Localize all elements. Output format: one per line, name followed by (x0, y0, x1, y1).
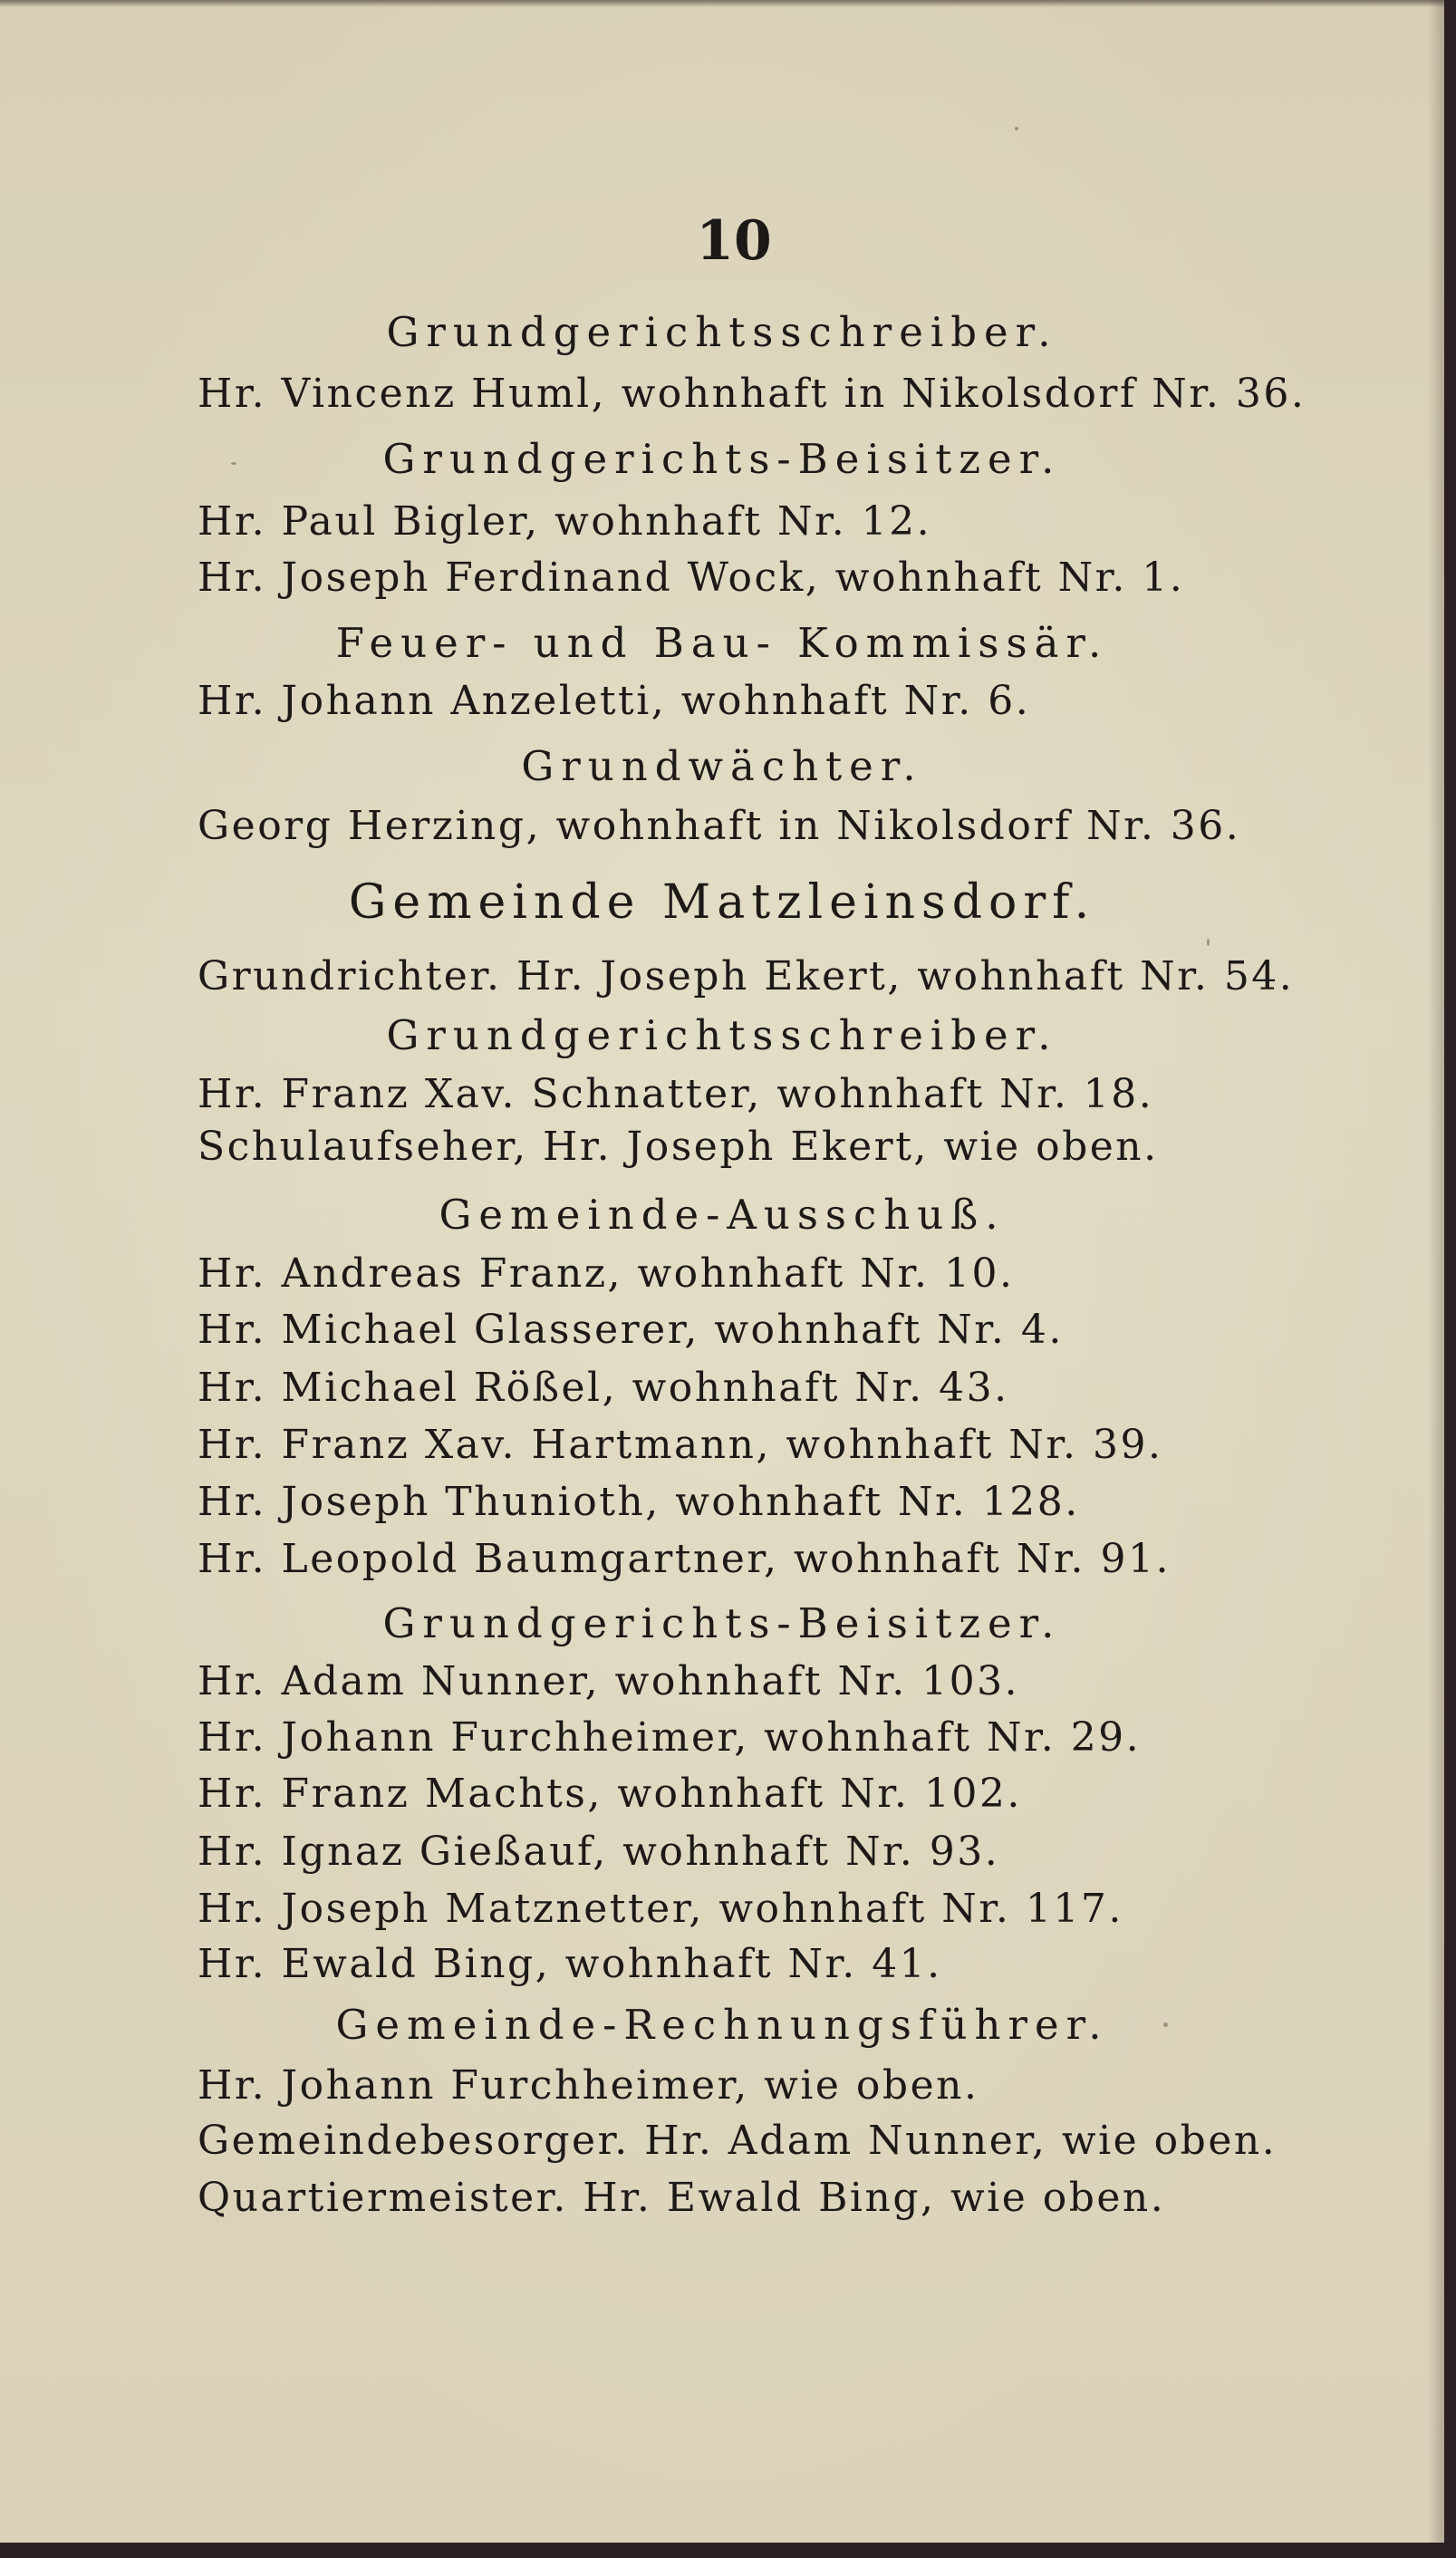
entry-line: Hr. Ignaz Gießauf, wohnhaft Nr. 93. (198, 1829, 1000, 1875)
entry-line: Hr. Johann Furchheimer, wie oben. (198, 2062, 979, 2109)
paper-speck (231, 462, 236, 465)
entry-line: Hr. Joseph Matznetter, wohnhaft Nr. 117. (198, 1886, 1123, 1932)
paper-speck (1207, 939, 1210, 946)
entry-line: Hr. Johann Anzeletti, wohnhaft Nr. 6. (198, 678, 1031, 724)
heading-grundgerichts-beisitzer: Grundgerichts-Beisitzer. (382, 1599, 1062, 1647)
entry-line: Hr. Johann Furchheimer, wohnhaft Nr. 29. (198, 1714, 1142, 1761)
heading-feuer-bau-kommissaer: Feuer- und Bau- Kommissär. (335, 619, 1109, 667)
entry-line: Georg Herzing, wohnhaft in Nikolsdorf Nr. 36. (198, 803, 1241, 849)
entry-line: Gemeindebesorger. Hr. Adam Nunner, wie oben. (198, 2118, 1278, 2164)
heading-grundgerichtsschreiber: Grundgerichtsschreiber. (386, 308, 1058, 356)
page-top-edge (0, 0, 1444, 7)
entry-line: Hr. Adam Nunner, wohnhaft Nr. 103. (198, 1658, 1020, 1704)
page-number: 10 (696, 209, 772, 273)
entry-line: Hr. Joseph Ferdinand Wock, wohnhaft Nr. 1. (198, 555, 1185, 601)
entry-line: Hr. Paul Bigler, wohnhaft Nr. 12. (198, 498, 932, 545)
heading-gemeinde-ausschuss: Gemeinde-Ausschuß. (439, 1191, 1006, 1239)
entry-line: Hr. Franz Machts, wohnhaft Nr. 102. (198, 1771, 1022, 1817)
entry-line: Hr. Franz Xav. Hartmann, wohnhaft Nr. 39. (198, 1422, 1163, 1468)
entry-line: Hr. Franz Xav. Schnatter, wohnhaft Nr. 18. (198, 1071, 1154, 1117)
entry-line: Quartiermeister. Hr. Ewald Bing, wie oben. (198, 2175, 1166, 2221)
entry-line: Hr. Leopold Baumgartner, wohnhaft Nr. 91. (198, 1536, 1171, 1582)
paper-speck (1015, 127, 1018, 130)
heading-grundwaechter: Grundwächter. (521, 742, 923, 790)
entry-line: Grundrichter. Hr. Joseph Ekert, wohnhaft Nr. 54. (198, 953, 1295, 999)
section-title-gemeinde-matzleinsdorf: Gemeinde Matzleinsdorf. (348, 875, 1096, 930)
entry-line: Hr. Michael Glasserer, wohnhaft Nr. 4. (198, 1307, 1064, 1353)
entry-line: Hr. Joseph Thunioth, wohnhaft Nr. 128. (198, 1479, 1080, 1525)
entry-line: Hr. Andreas Franz, wohnhaft Nr. 10. (198, 1250, 1015, 1297)
paper-speck (283, 1803, 286, 1807)
entry-line: Hr. Ewald Bing, wohnhaft Nr. 41. (198, 1941, 942, 1987)
entry-line: Hr. Michael Rößel, wohnhaft Nr. 43. (198, 1365, 1009, 1411)
heading-grundgerichtsschreiber: Grundgerichtsschreiber. (386, 1011, 1058, 1059)
entry-line: Hr. Vincenz Huml, wohnhaft in Nikolsdorf Nr. 36. (198, 371, 1307, 417)
entry-line: Schulaufseher, Hr. Joseph Ekert, wie oben. (198, 1124, 1159, 1170)
heading-gemeinde-rechnungsfuehrer: Gemeinde-Rechnungsführer. (335, 2001, 1109, 2049)
heading-grundgerichts-beisitzer: Grundgerichts-Beisitzer. (382, 435, 1062, 483)
paper-speck (1163, 2022, 1168, 2027)
